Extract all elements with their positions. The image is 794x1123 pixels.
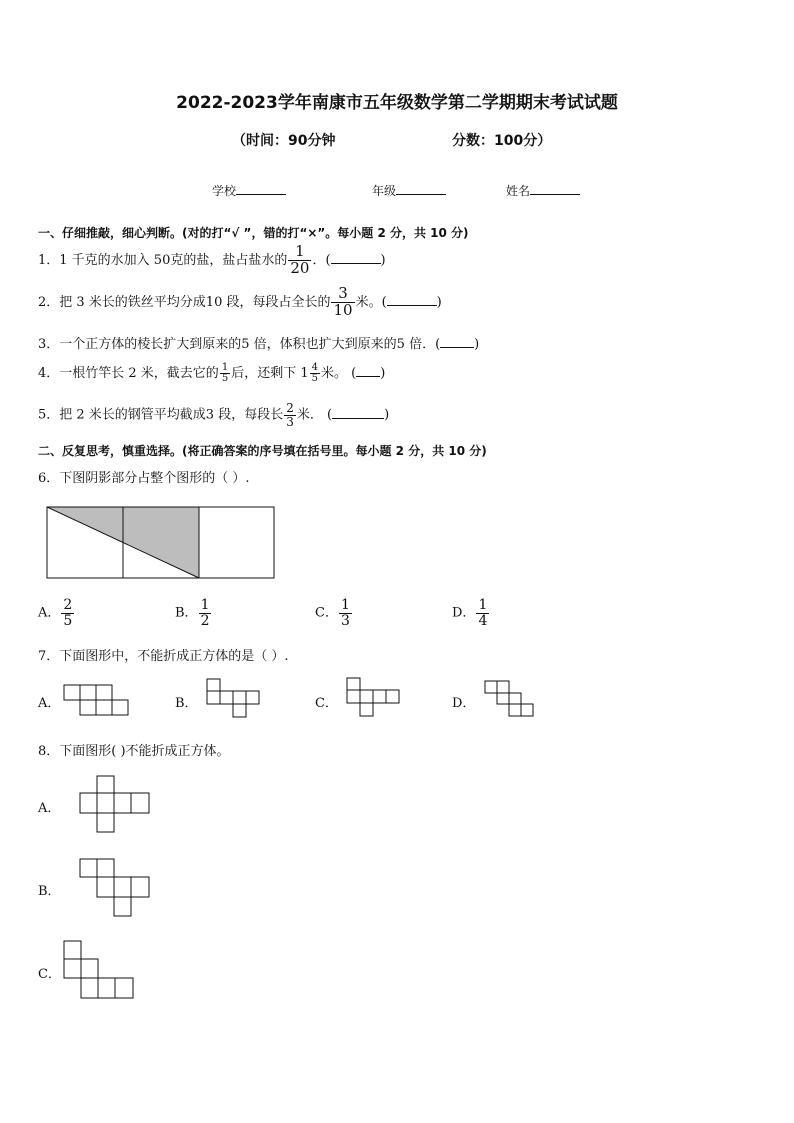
section-1-heading: 一、仔细推敲，细心判断。(对的打“√ ”，错的打“×”。每小题 2 分，共 10 分) xyxy=(38,226,469,240)
q6-option-d[interactable]: D． $\frac{1}{4}$ xyxy=(452,597,488,629)
q7-option-a[interactable]: A． xyxy=(38,696,61,711)
exam-score: 分数：100分） xyxy=(452,133,552,149)
question-4: 4．一根竹竿长 2 米，截去它的 $\frac{1}{5}$ 后，还剩下 1 $\frac{4}{5}$ 米。 ( ) xyxy=(38,361,386,384)
q8-option-a[interactable]: A． xyxy=(38,801,61,816)
question-1: 1．1 千克的水加入 50克的盐，盐占盐水的 $\frac{1}{20}$ ．( ) xyxy=(38,242,386,277)
question-3: 3．一个正方体的棱长扩大到原来的5 倍，体积也扩大到原来的5 倍．( ) xyxy=(38,337,480,352)
grade-label: 年级 xyxy=(372,184,397,198)
q7-option-c[interactable]: C． xyxy=(315,696,338,711)
name-label: 姓名 xyxy=(506,184,531,198)
question-7: 7．下面图形中，不能折成正方体的是（ ）. xyxy=(38,649,289,664)
question-6: 6．下图阴影部分占整个图形的（ ）. xyxy=(38,471,250,486)
q7-option-b[interactable]: B． xyxy=(175,696,198,711)
fraction: $\frac{3}{10}$ xyxy=(333,284,353,319)
fraction: $\frac{1}{20}$ xyxy=(290,242,310,277)
q6-option-a[interactable]: A． $\frac{2}{5}$ xyxy=(38,597,73,629)
school-label: 学校 xyxy=(212,184,237,198)
q7-option-d[interactable]: D． xyxy=(452,696,476,711)
q8-option-c[interactable]: C． xyxy=(38,967,61,982)
q6-option-b[interactable]: B． $\frac{1}{2}$ xyxy=(175,597,210,629)
page-title: 2022-2023学年南康市五年级数学第二学期期末考试试题 xyxy=(176,93,618,113)
question-5: 5．把 2 米长的钢管平均截成3 段，每段长 $\frac{2}{3}$ 米． ( ) xyxy=(38,401,390,429)
question-2: 2．把 3 米长的铁丝平均分成10 段，每段占全长的 $\frac{3}{10}$ 米。( ) xyxy=(38,284,442,319)
fraction: $\frac{4}{5}$ xyxy=(311,361,318,384)
q6-option-c[interactable]: C． $\frac{1}{3}$ xyxy=(315,597,350,629)
q8-option-b[interactable]: B． xyxy=(38,884,61,899)
fraction: $\frac{1}{5}$ xyxy=(221,361,229,384)
exam-time: （时间：90分钟 xyxy=(232,133,336,149)
fraction: $\frac{2}{3}$ xyxy=(286,401,294,429)
question-8: 8．下面图形( )不能折成正方体。 xyxy=(38,744,230,759)
section-2-heading: 二、反复思考，慎重选择。(将正确答案的序号填在括号里。每小题 2 分，共 10 分) xyxy=(38,444,487,458)
